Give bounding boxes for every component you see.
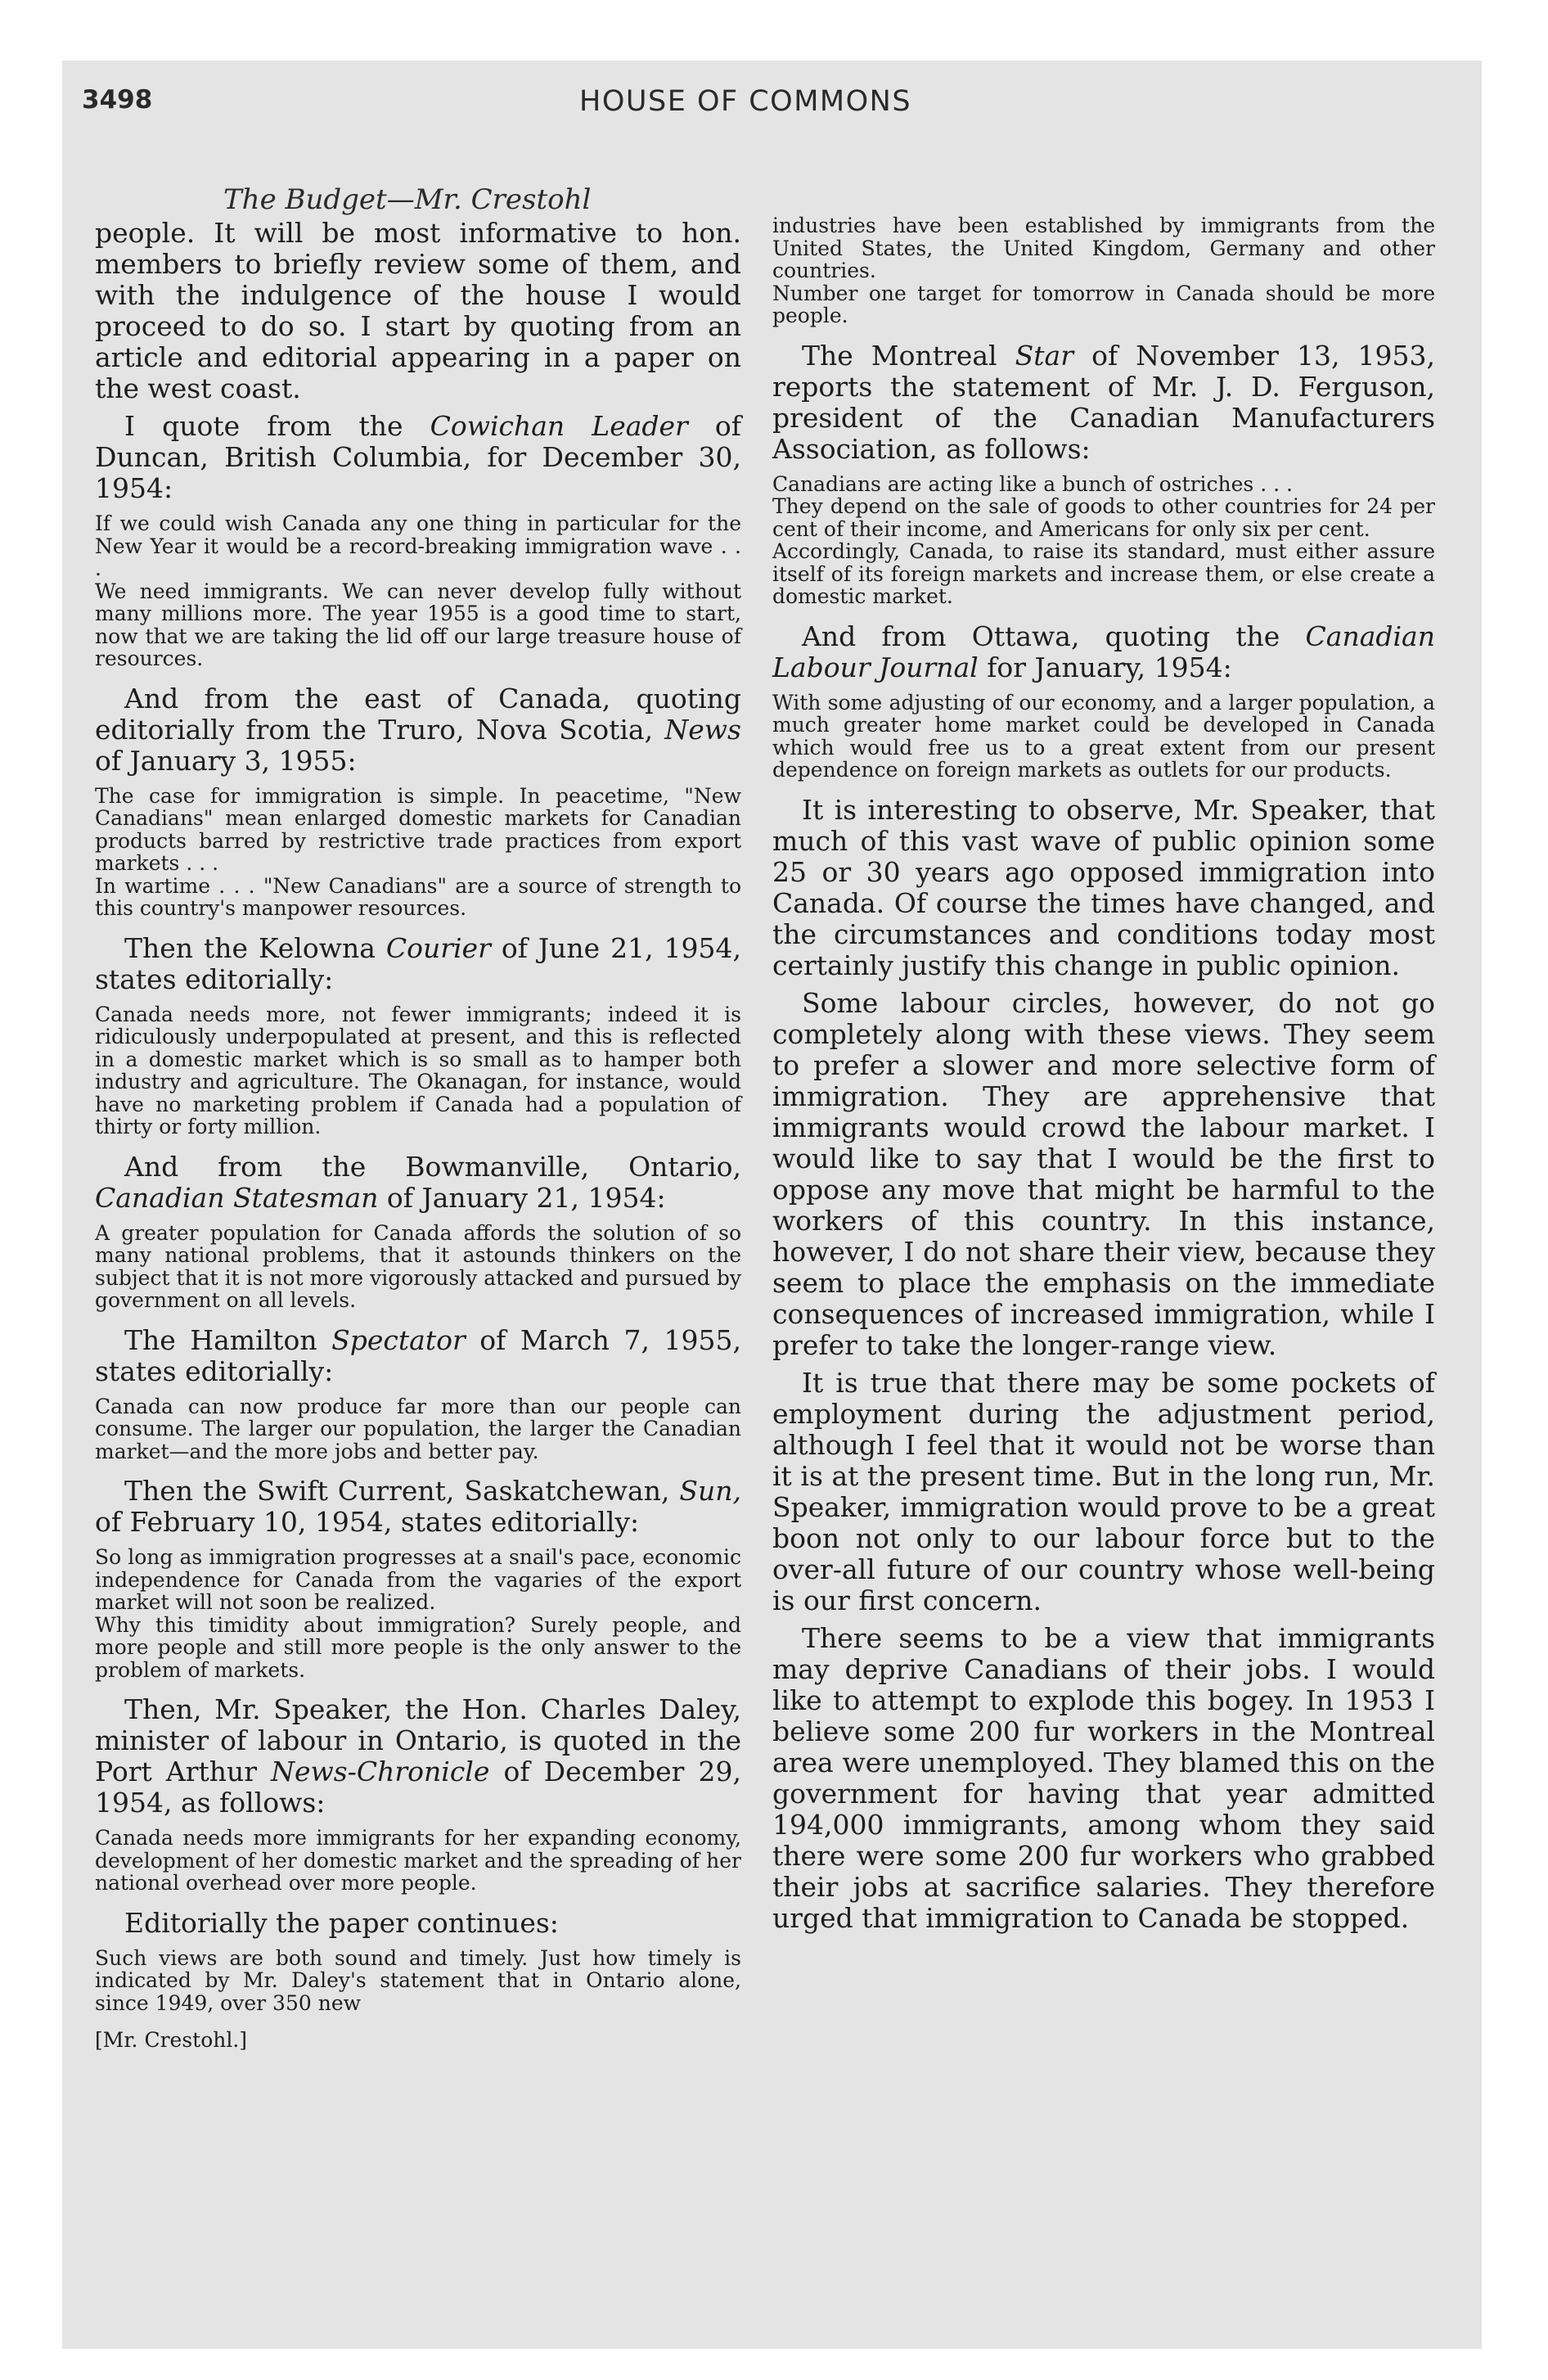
paragraph: Then the Kelowna Courier of June 21, 1954, states editorially: [95,931,741,995]
speaker-tag: [Mr. Crestohl.] [95,2028,248,2052]
paragraph: Editorially the paper continues: [124,1906,559,1939]
paragraph: Then, Mr. Speaker, the Hon. Charles Daley, minister of labour in Ontario, is quoted in the Port Arthur News-Chronicle of December 29, 1954, as follows: [95,1693,741,1819]
quote-paragraph: A greater population for Canada affords the solution of so many national problems, that it astounds thinkers on the subject that it is not more vigorously attacked and pursued by government on all levels. [95,1220,741,1312]
quote-paragraph: With some adjusting of our economy, and a larger population, a much greater home market could be developed in Canada which would free us to a great extent from our present dependence on foreign markets as outlets for our products. [772,690,1435,782]
paragraph: There seems to be a view that immigrants may deprive Canadians of their jobs. I would like to attempt to explode this bogey. In 1953 I believe some 200 fur workers in the Montreal area were unemployed. They blamed this on the government for having that year admitted 194,000 immigrants, among whom they said there were some 200 fur workers who grabbed their jobs at sacrifice salaries. They therefore urged that immigration to Canada be stopped. [772,1621,1435,1934]
quote-paragraph: industries have been established by immigrants from the United States, the United Kingdom, Germany and other countries. [772,214,1435,282]
paragraph: It is interesting to observe, Mr. Speaker, that much of this vast wave of public opinion some 25 or 30 years ago opposed immigration into Canada. Of course the times have changed, and the circumstances and conditions today most certainly justify this change in public opinion. [772,793,1435,981]
paragraph: Some labour circles, however, do not go completely along with these views. They seem to prefer a slower and more selective form of immigration. They are apprehensive that immigrants would crowd the labour market. I would like to say that I would be the first to oppose any move that might be harmful to the workers of this country. In this instance, however, I do not share their view, because they seem to place the emphasis on the immediate consequences of increased immigration, while I prefer to take the longer-range view. [772,986,1435,1361]
block-quote [772,692,1435,782]
block-quote [95,1003,741,1138]
paragraph: The Montreal Star of November 13, 1953, reports the statement of Mr. J. D. Ferguson, president of the Canadian Manufacturers Association, as follows: [772,339,1435,465]
paragraph: Then the Swift Current, Saskatchewan, Sun, of February 10, 1954, states editorially: [95,1475,741,1538]
block-quote [95,1222,741,1312]
quote-paragraph: Number one target for tomorrow in Canada should be more people. [772,281,1435,327]
paragraph: And from the east of Canada, quoting editorially from the Truro, Nova Scotia, News of January 3, 1955: [95,682,741,777]
block-quote [95,785,741,920]
block-quote [95,1395,741,1463]
paragraph: people. It will be most informative to hon. members to briefly review some of them, and with the indulgence of the house I would proceed to do so. I start by quoting from an article and editorial appearing in a paper on the west coast. [95,217,741,404]
running-head [82,85,1424,126]
page-number: 3498 [82,85,153,115]
paragraph: It is true that there may be some pockets of employment during the adjustment period, although I feel that it would not be worse than it is at the present time. But in the long run, Mr. Speaker, immigration would prove to be a great boon not only to our labour force but to the over-all future of our country whose well-being is our first concern. [772,1366,1435,1616]
quote-paragraph: Canada needs more, not fewer immigrants; indeed it is ridiculously underpopulated at present, and this is reflected in a domestic market which is so small as to hamper both industry and agriculture. The Okanagan, for instance, would have no marketing problem if Canada had a population of thirty or forty million. [95,1002,741,1138]
quote-paragraph: Such views are both sound and timely. Just how timely is indicated by Mr. Daley's statement that in Ontario alone, since 1949, over 350 new [95,1945,741,2015]
quote-paragraph: The case for immigration is simple. In peacetime, "New Canadians" mean enlarged domestic markets for Canadian products barred by restrictive trade practices from export markets . . . [95,783,741,875]
quote-paragraph: Canadians are acting like a bunch of ostriches . . . [772,471,1293,496]
right-column [772,211,1435,1941]
quote-paragraph: So long as immigration progresses at a snail's pace, economic independence for Canada from the vagaries of the export market will not soon be realized. [95,1545,741,1614]
paragraph: The Hamilton Spectator of March 7, 1955, states editorially: [95,1323,741,1387]
quote-paragraph: Canada needs more immigrants for her expanding economy, development of her domestic market and the spreading of her national overhead over more people. [95,1826,741,1895]
quote-paragraph: They depend on the sale of goods to other countries for 24 per cent of their income, and Americans for only six per cent. [772,494,1435,541]
left-column [95,218,741,2052]
quote-paragraph: Accordingly, Canada, to raise its standard, must either assure itself of its foreign markets and increase them, or else create a domestic market. [772,539,1435,608]
block-quote [772,473,1435,608]
quote-paragraph: In wartime . . . "New Canadians" are a source of strength to this country's manpower resources. [95,873,741,920]
quote-paragraph: Canada can now produce far more than our people can consume. The larger our population, the larger the Canadian market—and the more jobs and better pay. [95,1394,741,1463]
block-quote [95,1947,741,2015]
page-heading: HOUSE OF COMMONS [579,85,912,118]
paragraph: And from the Bowmanville, Ontario, Canadian Statesman of January 21, 1954: [95,1150,741,1214]
block-quote [772,214,1435,327]
quote-paragraph: Why this timidity about immigration? Surely people, and more people and still more people is the only answer to the problem of markets. [95,1612,741,1682]
block-quote [95,1827,741,1895]
quote-paragraph: If we could wish Canada any one thing in particular for the New Year it would be a record-breaking immigration wave . . . [95,512,741,580]
paragraph: And from Ottawa, quoting the Canadian Labour Journal for January, 1954: [772,620,1435,683]
quote-paragraph: We need immigrants. We can never develop fully without many millions more. The year 1955 is a good time to start, now that we are taking the lid off our large treasure house of resources. [95,579,741,670]
debate-subtitle: The Budget—Mr. Crestohl [223,183,592,216]
block-quote [95,1546,741,1681]
paragraph: I quote from the Cowichan Leader of Duncan, British Columbia, for December 30, 1954: [95,410,741,504]
block-quote [95,512,741,670]
